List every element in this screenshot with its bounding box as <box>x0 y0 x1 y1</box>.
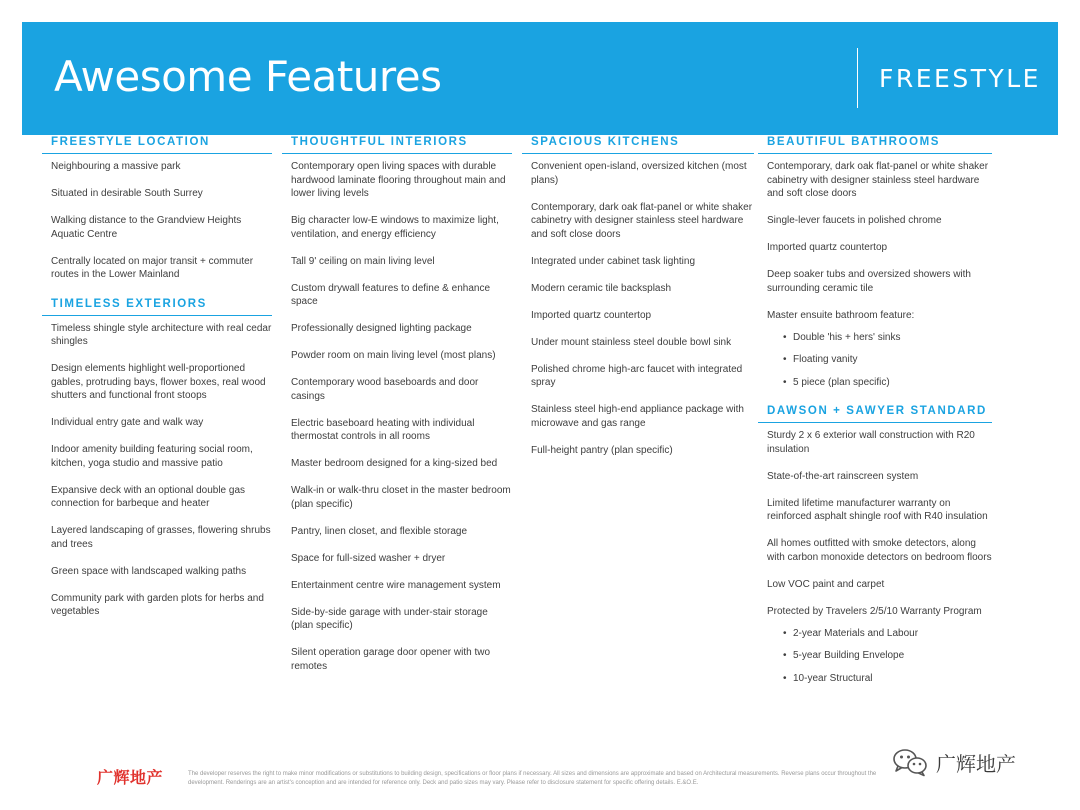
sub-list-item: • 2-year Materials and Labour <box>783 627 992 641</box>
wechat-watermark <box>892 747 1016 777</box>
column-1 <box>42 136 272 635</box>
list-item: Stainless steel high-end appliance package with microwave and gas range <box>531 404 744 429</box>
footer-logo: 广辉地产 <box>97 770 164 787</box>
list-item-label: Protected by Travelers 2/5/10 Warranty Program <box>767 605 982 617</box>
list-item: Contemporary, dark oak flat-panel or white shaker cabinetry with designer stainless steel hardware and soft close doors <box>531 201 753 240</box>
list-item: Low VOC paint and carpet <box>767 578 885 590</box>
list-item: Integrated under cabinet task lighting <box>531 255 695 267</box>
feature-list <box>282 154 512 673</box>
list-item: Under mount stainless steel double bowl sink <box>531 336 732 348</box>
section-beautiful-bathrooms <box>758 136 992 389</box>
column-3 <box>522 136 754 473</box>
page-title: Awesome Features <box>54 52 442 101</box>
list-item: Limited lifetime manufacturer warranty on reinforced asphalt shingle roof with R40 insulation <box>767 497 988 523</box>
list-item: Design elements highlight well-proportioned gables, protruding bays, flower boxes, real wood shutters and functional front stoops <box>51 363 266 401</box>
list-item-label: Master ensuite bathroom feature: <box>767 309 915 321</box>
banner-divider <box>857 48 858 108</box>
list-item: Situated in desirable South Surrey <box>51 188 203 199</box>
list-item: Pantry, linen closet, and flexible storage <box>291 525 468 537</box>
sub-list-item: • 5 piece (plan specific) <box>783 376 992 390</box>
list-item: Professionally designed lighting package <box>291 323 472 334</box>
list-item: Big character low-E windows to maximize light, ventilation, and energy efficiency <box>291 215 499 240</box>
column-2 <box>282 136 512 689</box>
list-item: Master bedroom designed for a king-sized bed <box>291 458 498 469</box>
list-item: Individual entry gate and walk way <box>51 417 204 428</box>
feature-list <box>42 154 272 282</box>
wechat-account-name: 广辉地产 <box>936 753 1016 776</box>
list-item: Centrally located on major transit + commuter routes in the Lower Mainland <box>51 255 254 280</box>
wechat-icon <box>892 747 928 777</box>
feature-list <box>758 423 992 685</box>
list-item: Convenient open-island, oversized kitchen (most plans) <box>531 161 747 186</box>
section-heading: BEAUTIFUL BATHROOMS <box>758 136 992 154</box>
feature-list <box>522 154 754 457</box>
list-item: Imported quartz countertop <box>531 309 652 321</box>
list-item <box>767 309 992 390</box>
list-item: State-of-the-art rainscreen system <box>767 470 919 482</box>
list-item: Community park with garden plots for herbs and vegetables <box>51 592 264 617</box>
sub-list-item: • 10-year Structural <box>783 672 992 686</box>
section-dawson-sawyer-standard <box>758 405 992 685</box>
feature-list <box>42 316 272 619</box>
list-item: Custom drywall features to define & enhance space <box>291 282 490 307</box>
list-item: Indoor amenity building featuring social room, kitchen, yoga studio and massive patio <box>51 444 253 469</box>
list-item: Full-height pantry (plan specific) <box>531 444 673 456</box>
list-item: Polished chrome high-arc faucet with integrated spray <box>531 363 743 388</box>
list-item: Sturdy 2 x 6 exterior wall construction with R20 insulation <box>767 430 975 455</box>
list-item: Deep soaker tubs and oversized showers with surrounding ceramic tile <box>767 269 971 294</box>
brand-name: FREESTYLE <box>879 64 1041 93</box>
list-item: Expansive deck with an optional double gas connection for barbeque and heater <box>51 484 246 509</box>
list-item: Neighbouring a massive park <box>51 161 181 172</box>
list-item: Single-lever faucets in polished chrome <box>767 215 942 226</box>
section-thoughtful-interiors <box>282 136 512 673</box>
list-item: Timeless shingle style architecture with real cedar shingles <box>51 322 272 347</box>
list-item: Electric baseboard heating with individual thermostat controls in all rooms <box>291 417 475 442</box>
list-item: Contemporary open living spaces with durable hardwood laminate flooring throughout main and lower living levels <box>291 161 506 199</box>
list-item: Powder room on main living level (most plans) <box>291 350 496 361</box>
list-item <box>767 605 992 686</box>
section-heading: THOUGHTFUL INTERIORS <box>282 136 512 154</box>
feature-list <box>758 154 992 389</box>
section-heading: TIMELESS EXTERIORS <box>42 298 272 316</box>
section-heading: FREESTYLE LOCATION <box>42 136 272 154</box>
section-heading: SPACIOUS KITCHENS <box>522 136 754 154</box>
bullet-sublist <box>767 331 992 389</box>
list-item: All homes outfitted with smoke detectors, along with carbon monoxide detectors on bedroom floors <box>767 538 992 563</box>
section-spacious-kitchens <box>522 136 754 457</box>
list-item: Green space with landscaped walking paths <box>51 565 247 577</box>
list-item: Walk-in or walk-thru closet in the master bedroom (plan specific) <box>291 485 511 510</box>
list-item: Silent operation garage door opener with two remotes <box>291 647 491 672</box>
list-item: Side-by-side garage with under-stair storage (plan specific) <box>291 606 488 631</box>
section-freestyle-location <box>42 136 272 282</box>
section-timeless-exteriors <box>42 298 272 619</box>
list-item: Walking distance to the Grandview Heights Aquatic Centre <box>51 215 242 240</box>
list-item: Contemporary, dark oak flat-panel or white shaker cabinetry with designer stainless steel hardware and soft close doors <box>767 161 989 199</box>
sub-list-item: • Floating vanity <box>783 353 992 367</box>
list-item: Space for full-sized washer + dryer <box>291 552 446 564</box>
column-4 <box>758 136 992 701</box>
sub-list-item: • Double 'his + hers' sinks <box>783 331 992 345</box>
section-heading: DAWSON + SAWYER STANDARD <box>758 405 992 423</box>
list-item: Imported quartz countertop <box>767 242 888 253</box>
list-item: Layered landscaping of grasses, flowering shrubs and trees <box>51 525 271 550</box>
disclaimer-text: The developer reserves the right to make minor modifications or substitutions to building design, specifications or floor plans if necessary. All sizes and dimensions are approximate and based on Architectural measurements. Reverse plans occur throughout the development. Renderings are an artist's conception and are intended for reference only. Deck and patio sizes may vary. Please refer to disclosure statement for specific offering details. E.&O.E. <box>188 771 877 786</box>
header-banner <box>22 22 1058 135</box>
list-item: Tall 9' ceiling on main living level <box>291 255 435 267</box>
sub-list-item: • 5-year Building Envelope <box>783 649 992 663</box>
list-item: Contemporary wood baseboards and door casings <box>291 377 479 402</box>
list-item: Modern ceramic tile backsplash <box>531 282 672 294</box>
list-item: Entertainment centre wire management system <box>291 579 501 591</box>
bullet-sublist <box>767 627 992 685</box>
